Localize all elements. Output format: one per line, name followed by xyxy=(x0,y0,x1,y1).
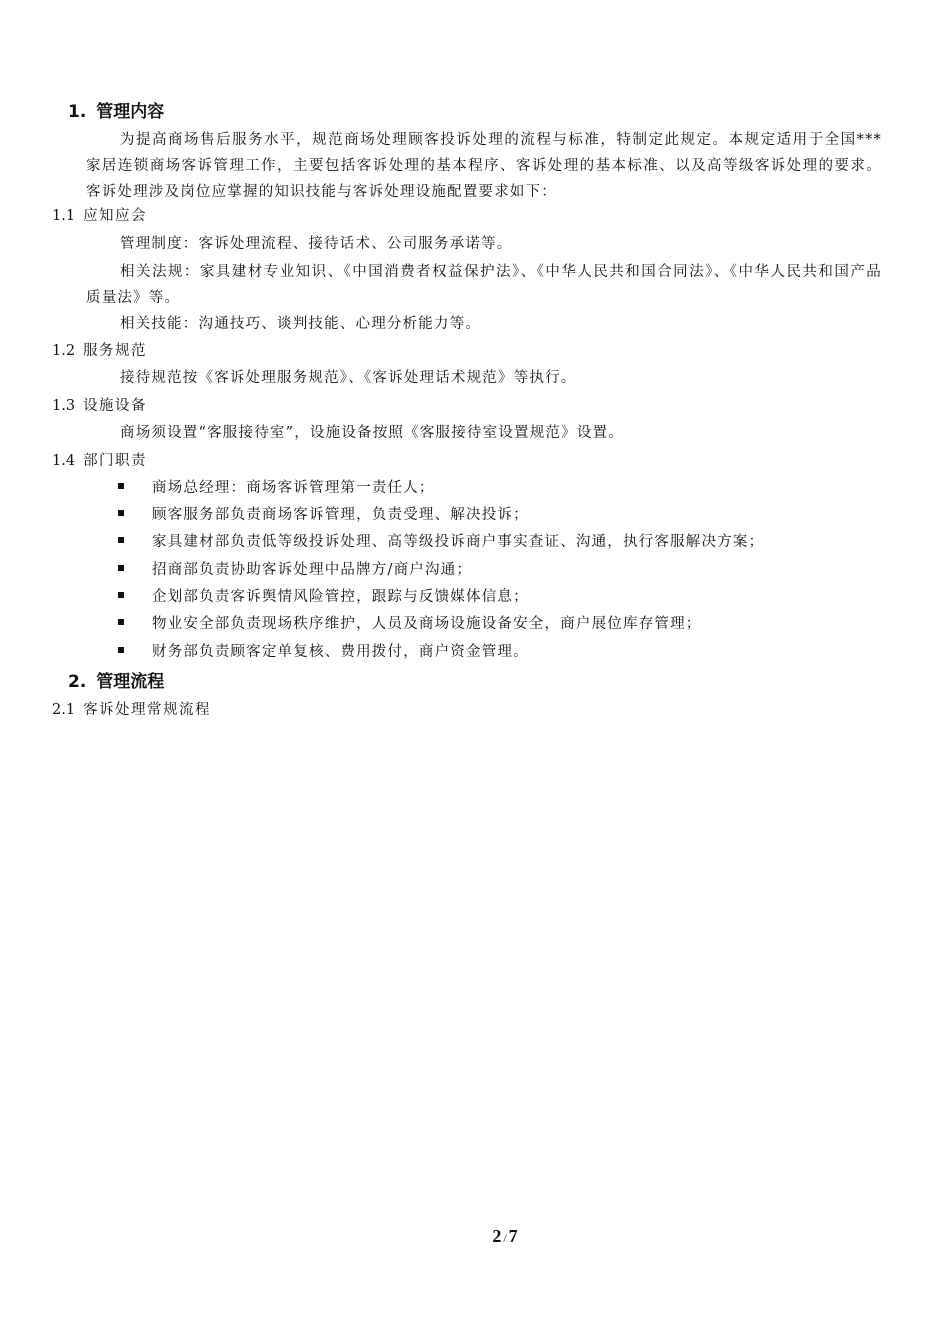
square-bullet-icon xyxy=(118,483,124,489)
list-item xyxy=(118,478,435,498)
subsection-1-3-number: 1.3 xyxy=(52,398,76,414)
duty-text: 招商部负责协助客诉处理中品牌方/商户沟通； xyxy=(152,562,473,578)
current-page-number: 2 xyxy=(492,1226,502,1246)
list-item xyxy=(118,614,702,634)
subsection-1-4-number: 1.4 xyxy=(52,453,76,469)
list-item xyxy=(118,505,529,525)
section-1-number: 1. xyxy=(68,102,87,122)
list-item xyxy=(118,587,529,607)
duty-text: 财务部负责顾客定单复核、费用拨付，商户资金管理。 xyxy=(152,644,529,660)
subsection-2-1-number: 2.1 xyxy=(52,702,76,718)
section-2-number: 2. xyxy=(68,672,87,692)
reception-norm-line: 接待规范按《客诉处理服务规范》、《客诉处理话术规范》等执行。 xyxy=(120,370,577,386)
duty-text: 商场总经理：商场客诉管理第一责任人； xyxy=(152,480,435,496)
facility-setup-line: 商场须设置“客服接待室”，设施设备按照《客服接待室设置规范》设置。 xyxy=(120,425,624,441)
section-2-title: 管理流程 xyxy=(96,672,165,692)
subsection-1-2-heading xyxy=(52,341,147,361)
subsection-1-1-heading xyxy=(52,206,147,226)
list-item xyxy=(118,532,764,552)
square-bullet-icon xyxy=(118,537,124,543)
subsection-1-1-number: 1.1 xyxy=(52,208,76,224)
subsection-1-1-title: 应知应会 xyxy=(83,208,148,224)
square-bullet-icon xyxy=(118,619,124,625)
section-1-heading xyxy=(68,101,164,123)
subsection-1-3-heading xyxy=(52,396,147,416)
page-number xyxy=(0,1226,950,1247)
section-2-heading xyxy=(68,671,164,693)
subsection-2-1-title: 客诉处理常规流程 xyxy=(83,702,212,718)
section-1-intro: 为提高商场售后服务水平，规范商场处理顾客投诉处理的流程与标准，特制定此规定。本规定适用于全国***家居连锁商场客诉管理工作，主要包括客诉处理的基本程序、客诉处理的基本标准、以及高等级客诉处理的要求。客诉处理涉及岗位应掌握的知识技能与客诉处理设施配置要求如下： xyxy=(86,132,882,200)
related-laws-paragraph: 相关法规：家具建材专业知识、《中国消费者权益保护法》、《中华人民共和国合同法》、《中华人民共和国产品质量法》等。 xyxy=(86,264,882,306)
subsection-1-2-title: 服务规范 xyxy=(83,343,148,359)
square-bullet-icon xyxy=(118,565,124,571)
duty-text: 物业安全部负责现场秩序维护，人员及商场设施设备安全，商户展位库存管理； xyxy=(152,616,702,632)
subsection-1-4-heading xyxy=(52,451,147,471)
square-bullet-icon xyxy=(118,510,124,516)
page-separator: / xyxy=(503,1231,507,1245)
square-bullet-icon xyxy=(118,647,124,653)
subsection-1-3-title: 设施设备 xyxy=(83,398,148,414)
related-skills-line: 相关技能：沟通技巧、谈判技能、心理分析能力等。 xyxy=(120,316,482,332)
subsection-1-2-number: 1.2 xyxy=(52,343,76,359)
list-item xyxy=(118,642,529,662)
duty-text: 企划部负责客诉舆情风险管控，跟踪与反馈媒体信息； xyxy=(152,589,529,605)
management-system-line: 管理制度：客诉处理流程、接待话术、公司服务承诺等。 xyxy=(120,236,513,252)
square-bullet-icon xyxy=(118,592,124,598)
list-item xyxy=(118,560,472,580)
total-pages-number: 7 xyxy=(508,1226,518,1246)
subsection-1-4-title: 部门职责 xyxy=(83,453,148,469)
duty-text: 顾客服务部负责商场客诉管理，负责受理、解决投诉； xyxy=(152,507,529,523)
section-1-title: 管理内容 xyxy=(96,102,165,122)
subsection-2-1-heading xyxy=(52,700,211,720)
duty-text: 家具建材部负责低等级投诉处理、高等级投诉商户事实查证、沟通，执行客服解决方案； xyxy=(152,534,765,550)
